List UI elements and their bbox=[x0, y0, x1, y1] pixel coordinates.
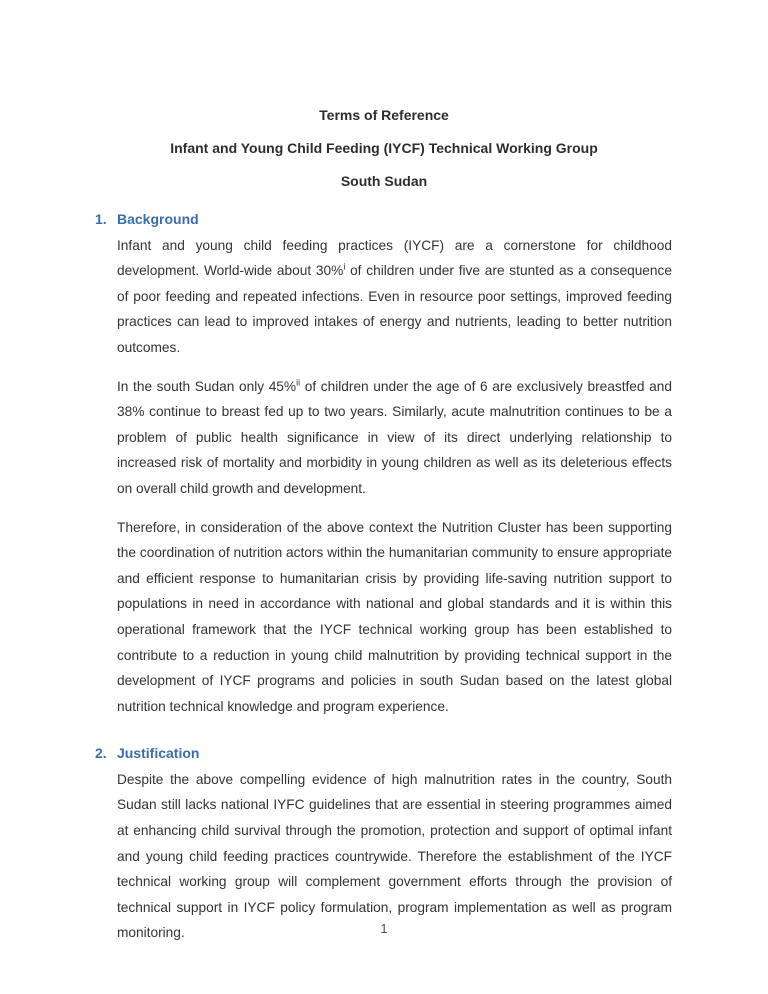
section-number: 2. bbox=[95, 745, 107, 762]
section-background-heading bbox=[95, 207, 672, 233]
document-title: Terms of Reference bbox=[319, 107, 449, 123]
paragraph bbox=[117, 767, 672, 946]
paragraph bbox=[117, 233, 672, 361]
paragraph-text: of children under the age of 6 are exclusively breastfed and 38% continue to breast fed up to two years. Similarly, acute malnutrition continues to be a problem of public health significance in view of its direct underlying relationship to increased risk of mortality and morbidity in young children as well as its deleterious effects on overall child growth and development. bbox=[117, 378, 672, 496]
section-background bbox=[95, 207, 672, 719]
document-subtitle-location: South Sudan bbox=[340, 173, 428, 189]
document-body bbox=[0, 207, 768, 946]
paragraph-text: In the south Sudan only 45% bbox=[117, 378, 297, 394]
endnote-ref-i: i bbox=[343, 261, 346, 272]
section-justification bbox=[95, 741, 672, 946]
section-title: Justification bbox=[117, 745, 200, 762]
section-background-body bbox=[95, 233, 672, 720]
section-number: 1. bbox=[95, 211, 107, 227]
paragraph bbox=[117, 515, 672, 720]
document-title-block bbox=[0, 0, 768, 189]
paragraph-text: of children under five are stunted as a consequence of poor feeding and repeated infections. Even in resource poor settings, improved feeding practices can lead to improved intakes of energy and nutrients, leading to better nutrition outcomes. bbox=[117, 263, 672, 355]
paragraph-text: Therefore, in consideration of the above context the Nutrition Cluster has been supporting the coordination of nutrition actors within the humanitarian community to ensure appropriate and efficient response to humanitarian crisis by providing life-saving nutrition support to populations in need in accordance with national and global standards and it is within this operational framework that the IYCF technical working group has been established to contribute to a reduction in young child malnutrition by providing technical support in the development of IYCF programs and policies in south Sudan based on the latest global nutrition technical knowledge and program experience. bbox=[117, 519, 672, 714]
section-title: Background bbox=[117, 211, 199, 227]
paragraph-text: Despite the above compelling evidence of high malnutrition rates in the country, South Sudan still lacks national IYFC guidelines that are essential in steering programmes aimed at enhancing child survival through the promotion, protection and support of optimal infant and young child feeding practices countrywide. Therefore the establishment of the IYCF technical working group will complement government efforts through the provision of technical support in IYCF policy formulation, program implementation as well as program monitoring. bbox=[117, 771, 672, 941]
endnote-ref-ii: ii bbox=[296, 377, 301, 387]
section-justification-body bbox=[95, 767, 672, 946]
page-number: 1 bbox=[380, 922, 388, 936]
paragraph-text: Infant and young child feeding practices (IYCF) are a cornerstone for childhood development. World-wide about 30% bbox=[117, 237, 672, 279]
paragraph bbox=[117, 374, 672, 502]
section-justification-heading bbox=[95, 741, 672, 767]
document-subtitle: Infant and Young Child Feeding (IYCF) Technical Working Group bbox=[170, 140, 598, 156]
